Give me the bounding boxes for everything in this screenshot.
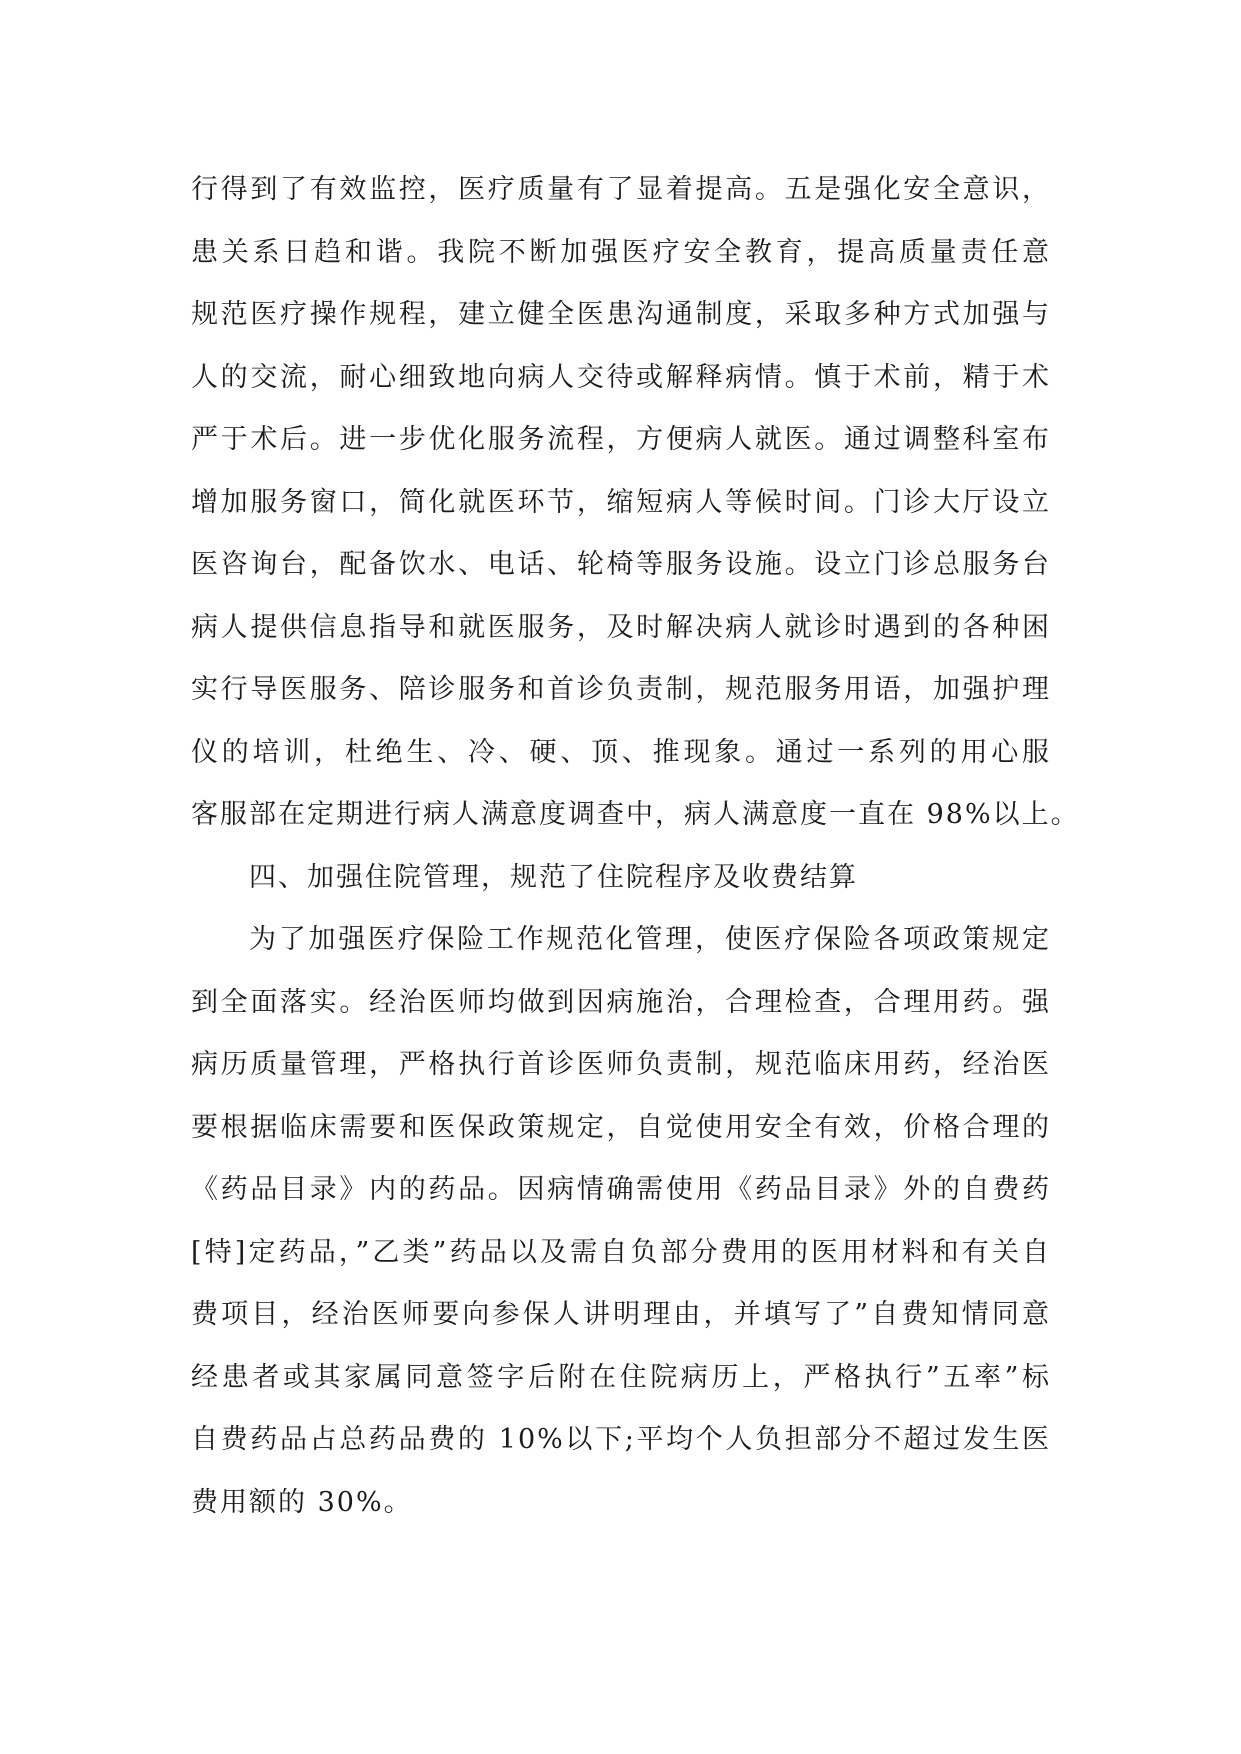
body-line-16: 要根据临床需要和医保政策规定，自觉使用安全有效，价格合理的 <box>191 1111 1051 1143</box>
body-line-22: 费用额的 30%。 <box>191 1486 413 1518</box>
body-line-6: 增加服务窗口，简化就医环节，缩短病人等候时间。门诊大厅设立 <box>191 486 1051 518</box>
body-line-15: 病历质量管理，严格执行首诊医师负责制，规范临床用药，经治医 <box>191 1049 1051 1080</box>
body-line-2: 患关系日趋和谐。我院不断加强医疗安全教育，提高质量责任意 <box>191 236 1051 268</box>
body-line-9: 实行导医服务、陪诊服务和首诊负责制，规范服务用语，加强护理 <box>191 674 1051 705</box>
section-heading: 四、加强住院管理，规范了住院程序及收费结算 <box>249 861 858 893</box>
body-line-13: 为了加强医疗保险工作规范化管理，使医疗保险各项政策规定 <box>249 924 1051 955</box>
body-line-14: 到全面落实。经治医师均做到因病施治，合理检查，合理用药。强 <box>191 986 1051 1018</box>
body-line-21: 自费药品占总药品费的 10%以下;平均个人负担部分不超过发生医 <box>191 1424 1051 1455</box>
body-line-17: 《药品目录》内的药品。因病情确需使用《药品目录》外的自费药 <box>191 1174 1051 1205</box>
body-line-10: 仪的培训，杜绝生、冷、硬、顶、推现象。通过一系列的用心服 <box>191 736 1051 768</box>
body-line-1: 行得到了有效监控，医疗质量有了显着提高。五是强化安全意识， <box>191 174 1051 205</box>
body-line-4: 人的交流，耐心细致地向病人交待或解释病情。慎于术前，精于术 <box>191 361 1051 393</box>
body-line-19: 费项目，经治医师要向参保人讲明理由，并填写了”自费知情同意 <box>191 1299 1051 1330</box>
body-line-7: 医咨询台，配备饮水、电话、轮椅等服务设施。设立门诊总服务台 <box>191 549 1051 580</box>
body-line-3: 规范医疗操作规程，建立健全医患沟通制度，采取多种方式加强与 <box>191 299 1051 330</box>
body-line-18: [特]定药品，”乙类”药品以及需自负部分费用的医用材料和有关自 <box>191 1236 1051 1268</box>
body-line-11: 客服部在定期进行病人满意度调查中，病人满意度一直在 98%以上。 <box>191 799 1080 830</box>
body-line-5: 严于术后。进一步优化服务流程，方便病人就医。通过调整科室布 <box>191 424 1051 455</box>
body-line-8: 病人提供信息指导和就医服务，及时解决病人就诊时遇到的各种困 <box>191 611 1051 643</box>
body-line-20: 经患者或其家属同意签字后附在住院病历上，严格执行”五率”标 <box>191 1361 1051 1393</box>
document-body <box>191 159 1080 1534</box>
